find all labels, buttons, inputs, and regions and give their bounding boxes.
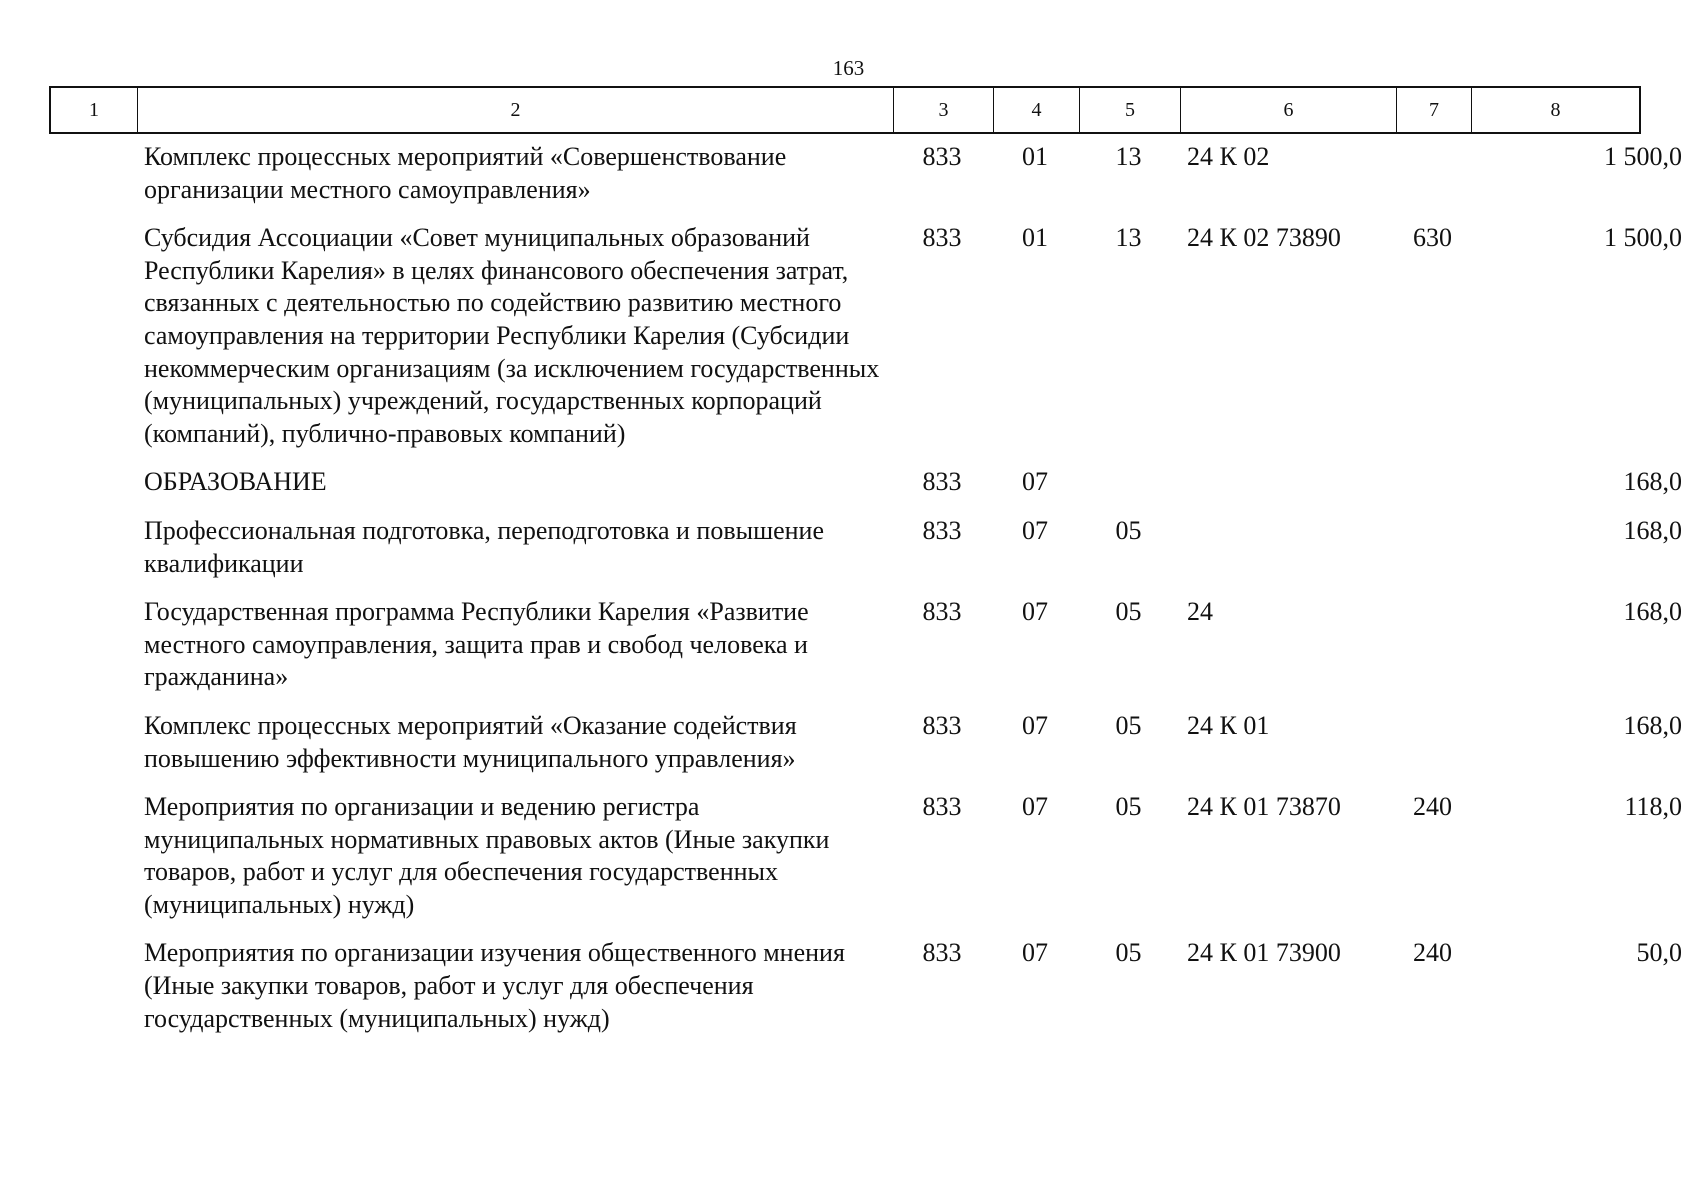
row-col-8: 168,0 bbox=[1623, 597, 1682, 627]
row-name: Мероприятия по организации и ведению регистра муниципальных нормативных правовых актов (Иные закупки товаров, работ и услуг для обеспечения государственных (муниципальных) нужд) bbox=[144, 792, 830, 919]
table-row bbox=[49, 466, 1682, 499]
row-col-3: 833 bbox=[922, 142, 962, 171]
header-cell-4: 4 bbox=[994, 88, 1080, 132]
row-col-3: 833 bbox=[922, 597, 962, 627]
row-col-3: 833 bbox=[922, 792, 962, 822]
row-col-3: 833 bbox=[922, 710, 962, 740]
row-col-5: 05 bbox=[1115, 597, 1142, 627]
row-col-7: 240 bbox=[1413, 938, 1452, 968]
table-row bbox=[49, 937, 1682, 1035]
row-col-4: 07 bbox=[1022, 938, 1048, 968]
row-col-6: 24 К 01 73900 bbox=[1187, 938, 1341, 968]
row-col-3: 833 bbox=[922, 938, 962, 968]
row-col-5: 13 bbox=[1115, 142, 1142, 171]
row-col-3: 833 bbox=[922, 467, 962, 497]
table-row bbox=[49, 791, 1682, 921]
row-col-8: 168,0 bbox=[1623, 467, 1682, 497]
row-col-3: 833 bbox=[922, 515, 962, 545]
row-name: ОБРАЗОВАНИЕ bbox=[144, 467, 327, 497]
row-col-5: 05 bbox=[1115, 792, 1142, 822]
row-col-5: 05 bbox=[1115, 938, 1142, 968]
row-col-8: 168,0 bbox=[1623, 515, 1682, 545]
row-col-4: 07 bbox=[1022, 710, 1048, 740]
table-row bbox=[49, 222, 1682, 450]
header-cell-5: 5 bbox=[1080, 88, 1181, 132]
row-name: Комплекс процессных мероприятий «Оказание содействия повышению эффективности муниципального управления» bbox=[144, 710, 797, 773]
row-col-6: 24 К 01 bbox=[1187, 710, 1270, 740]
row-col-7: 240 bbox=[1413, 792, 1452, 822]
row-col-8: 118,0 bbox=[1624, 792, 1682, 822]
table-row bbox=[49, 141, 1682, 206]
header-cell-6: 6 bbox=[1181, 88, 1397, 132]
header-cell-8: 8 bbox=[1550, 98, 1561, 121]
row-name: Мероприятия по организации изучения общественного мнения (Иные закупки товаров, работ и услуг для обеспечения государственных (муниципальных) нужд) bbox=[144, 938, 845, 1033]
header-cell-2: 2 bbox=[138, 88, 894, 132]
row-col-4: 01 bbox=[1022, 223, 1048, 253]
row-col-6: 24 К 01 73870 bbox=[1187, 792, 1341, 822]
header-cell-1: 1 bbox=[51, 88, 138, 132]
row-col-5: 13 bbox=[1115, 223, 1142, 253]
row-col-8: 50,0 bbox=[1636, 938, 1682, 968]
table-header-row bbox=[49, 86, 1641, 134]
row-name: Государственная программа Республики Карелия «Развитие местного самоуправления, защита прав и свобод человека и гражданина» bbox=[144, 597, 809, 692]
row-col-3: 833 bbox=[922, 223, 962, 253]
row-col-7: 630 bbox=[1413, 223, 1452, 253]
row-col-4: 01 bbox=[1022, 142, 1048, 171]
row-name: Субсидия Ассоциации «Совет муниципальных образований Республики Карелия» в целях финансового обеспечения затрат, связанных с деятельностью по содействию развитию местного самоуправления на территории Республики Карелия (Субсидии некоммерческим организациям (за исключением государственных (муниципальных) учреждений, государственных корпораций (компаний), публично-правовых компаний) bbox=[144, 223, 880, 448]
table-body bbox=[49, 141, 1682, 1051]
row-col-4: 07 bbox=[1022, 792, 1048, 822]
row-col-6: 24 К 02 bbox=[1187, 142, 1270, 171]
table-row bbox=[49, 710, 1682, 775]
row-col-5: 05 bbox=[1115, 710, 1142, 740]
row-col-5: 05 bbox=[1115, 515, 1142, 545]
row-col-4: 07 bbox=[1022, 597, 1048, 627]
header-cell-3: 3 bbox=[894, 88, 994, 132]
table-row bbox=[49, 596, 1682, 694]
header-cell-7: 7 bbox=[1397, 88, 1472, 132]
row-col-8: 168,0 bbox=[1623, 710, 1682, 740]
page-number: 163 bbox=[832, 56, 865, 80]
row-col-6: 24 К 02 73890 bbox=[1187, 223, 1341, 253]
row-col-8: 1 500,0 bbox=[1604, 223, 1682, 253]
table-row bbox=[49, 515, 1682, 580]
row-col-4: 07 bbox=[1022, 515, 1048, 545]
row-col-8: 1 500,0 bbox=[1604, 142, 1682, 171]
row-name: Профессиональная подготовка, переподготовка и повышение квалификации bbox=[144, 515, 825, 578]
row-col-6: 24 bbox=[1187, 597, 1213, 627]
row-name: Комплекс процессных мероприятий «Совершенствование организации местного самоуправления» bbox=[144, 142, 787, 204]
row-col-4: 07 bbox=[1022, 467, 1048, 497]
